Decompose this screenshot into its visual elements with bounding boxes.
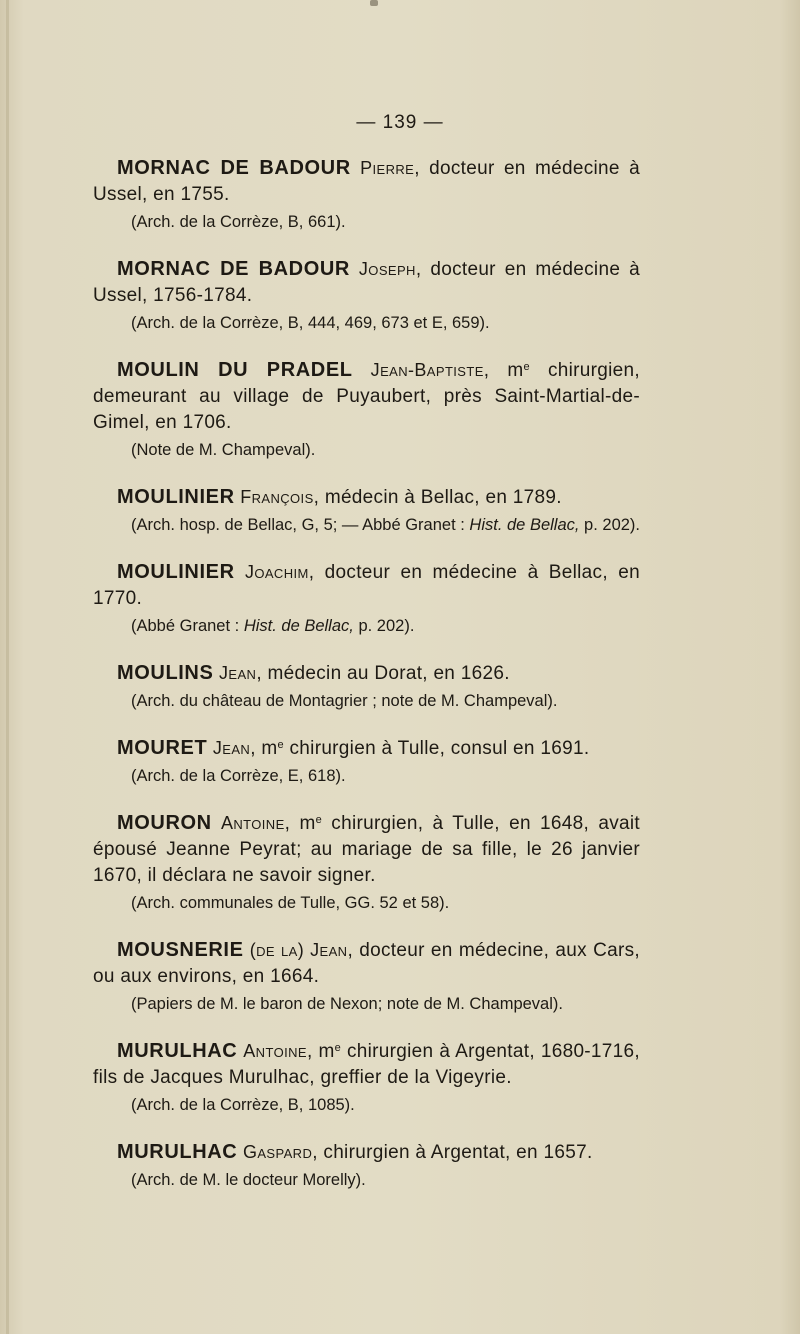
entry-given-name: Antoine <box>220 813 285 833</box>
entry-source: (Arch. de la Corrèze, B, 1085). <box>131 1096 355 1114</box>
entry-given-name: Pierre <box>360 158 415 178</box>
entry-text <box>93 1139 640 1166</box>
entry-name: MOULINIER <box>117 486 235 508</box>
entry-name: MURULHAC <box>117 1141 238 1163</box>
entry <box>93 937 640 1016</box>
entry-description: , docteur en médecine à Ussel, en 1755. <box>93 158 640 205</box>
entry-given-name: Joachim <box>244 562 309 582</box>
source-page: p. 202). <box>579 516 641 534</box>
entry-source: (Papiers de M. le baron de Nexon; note de M. Champeval). <box>131 995 563 1013</box>
entry-description: , docteur en médecine à Ussel, 1756-1784. <box>93 259 640 306</box>
superscript: e <box>334 1042 342 1054</box>
entry-text <box>93 484 640 511</box>
entry-name: MOULINS <box>117 662 214 684</box>
source-text: (Abbé Granet : <box>131 617 244 635</box>
entry-description: chirurgien à Tulle, consul en 1691. <box>283 738 590 759</box>
entry-source: (Arch. du château de Montagrier ; note de M. Champeval). <box>131 692 558 710</box>
entry-name: MORNAC DE BADOUR <box>117 157 351 179</box>
entry <box>93 256 640 335</box>
superscript: e <box>523 361 530 373</box>
entry-source: (Arch. de la Corrèze, B, 444, 469, 673 et E, 659). <box>131 314 490 332</box>
entry <box>93 810 640 915</box>
entry <box>93 357 640 462</box>
entry-name: MOULIN DU PRADEL <box>117 359 353 381</box>
entry-source: (Arch. de la Corrèze, B, 661). <box>131 213 346 231</box>
entry <box>93 484 640 537</box>
entry-given-name: Jean <box>212 738 251 758</box>
source-title: Hist. de Bellac, <box>243 617 354 635</box>
entry-given-name: Jean <box>219 663 257 683</box>
page-gutter-shadow <box>6 0 9 1334</box>
entry-source: (Note de M. Champeval). <box>131 441 316 459</box>
source-title: Hist. de Bellac, <box>469 516 580 534</box>
entry <box>93 660 640 713</box>
entry <box>93 1038 640 1117</box>
entry-description: chirurgien, à Tulle, en 1648, avait épousé Jeanne Peyrat; au mariage de sa fille, le 26 janvier 1670, il déclara ne savoir signer. <box>93 813 640 886</box>
entry-description: , chirurgien à Argentat, en 1657. <box>312 1142 593 1163</box>
entry-text <box>93 559 640 612</box>
entry-name: MOUSNERIE <box>117 939 244 961</box>
entry <box>93 735 640 788</box>
entry-given-name: Gaspard <box>242 1142 313 1162</box>
entry-source: (Arch. de la Corrèze, E, 618). <box>131 767 346 785</box>
entry-description: chirurgien, demeurant au village de Puyaubert, près Saint-Martial-de-Gimel, en 1706. <box>93 360 640 433</box>
entry-source: (Arch. communales de Tulle, GG. 52 et 58). <box>131 894 450 912</box>
entry-description: chirurgien à Argentat, 1680-1716, fils de Jacques Murulhac, greffier de la Vigeyrie. <box>93 1041 640 1088</box>
entry-description-prefix: , m <box>306 1041 335 1062</box>
superscript: e <box>315 814 323 826</box>
entry-text <box>93 256 640 309</box>
entry <box>93 1139 640 1192</box>
entry-name: MOURET <box>117 737 208 759</box>
entry-description-prefix: , m <box>250 738 278 759</box>
entry-text <box>93 810 640 889</box>
entry-source: (Arch. de M. le docteur Morelly). <box>131 1171 366 1189</box>
superscript: e <box>277 739 284 751</box>
entry-text <box>93 660 640 687</box>
entry-name: MURULHAC <box>117 1040 238 1062</box>
entry-text <box>93 1038 640 1091</box>
entry-text <box>93 155 640 208</box>
entry-given-name: Joseph <box>358 259 416 279</box>
entry-description: , médecin au Dorat, en 1626. <box>256 663 510 684</box>
ink-mark <box>370 0 378 6</box>
entry-name: MOURON <box>117 812 212 834</box>
entry-given-name: (de la) Jean <box>249 940 348 960</box>
entry-description: , docteur en médecine, aux Cars, ou aux environs, en 1664. <box>93 940 640 987</box>
entry-text <box>93 735 640 762</box>
entry-source <box>93 614 640 638</box>
entry-given-name: François <box>240 487 314 507</box>
entry <box>93 559 640 638</box>
entry-text <box>93 937 640 990</box>
entry-given-name: Antoine <box>243 1041 307 1061</box>
entry <box>93 155 640 234</box>
entry-source <box>93 513 640 537</box>
entry-description: , docteur en médecine à Bellac, en 1770. <box>93 562 640 609</box>
entry-description: , médecin à Bellac, en 1789. <box>313 487 562 508</box>
entry-given-name: Jean-Baptiste <box>370 360 484 380</box>
page-number: — 139 — <box>356 112 444 133</box>
entry-description-prefix: , m <box>284 813 316 834</box>
entry-name: MORNAC DE BADOUR <box>117 258 350 280</box>
entry-list <box>93 155 640 1214</box>
entry-description-prefix: , m <box>483 360 524 381</box>
entry-text <box>93 357 640 436</box>
source-page: p. 202). <box>353 617 415 635</box>
source-text: (Arch. hosp. de Bellac, G, 5; — Abbé Granet : <box>131 516 470 534</box>
entry-name: MOULINIER <box>117 561 235 583</box>
